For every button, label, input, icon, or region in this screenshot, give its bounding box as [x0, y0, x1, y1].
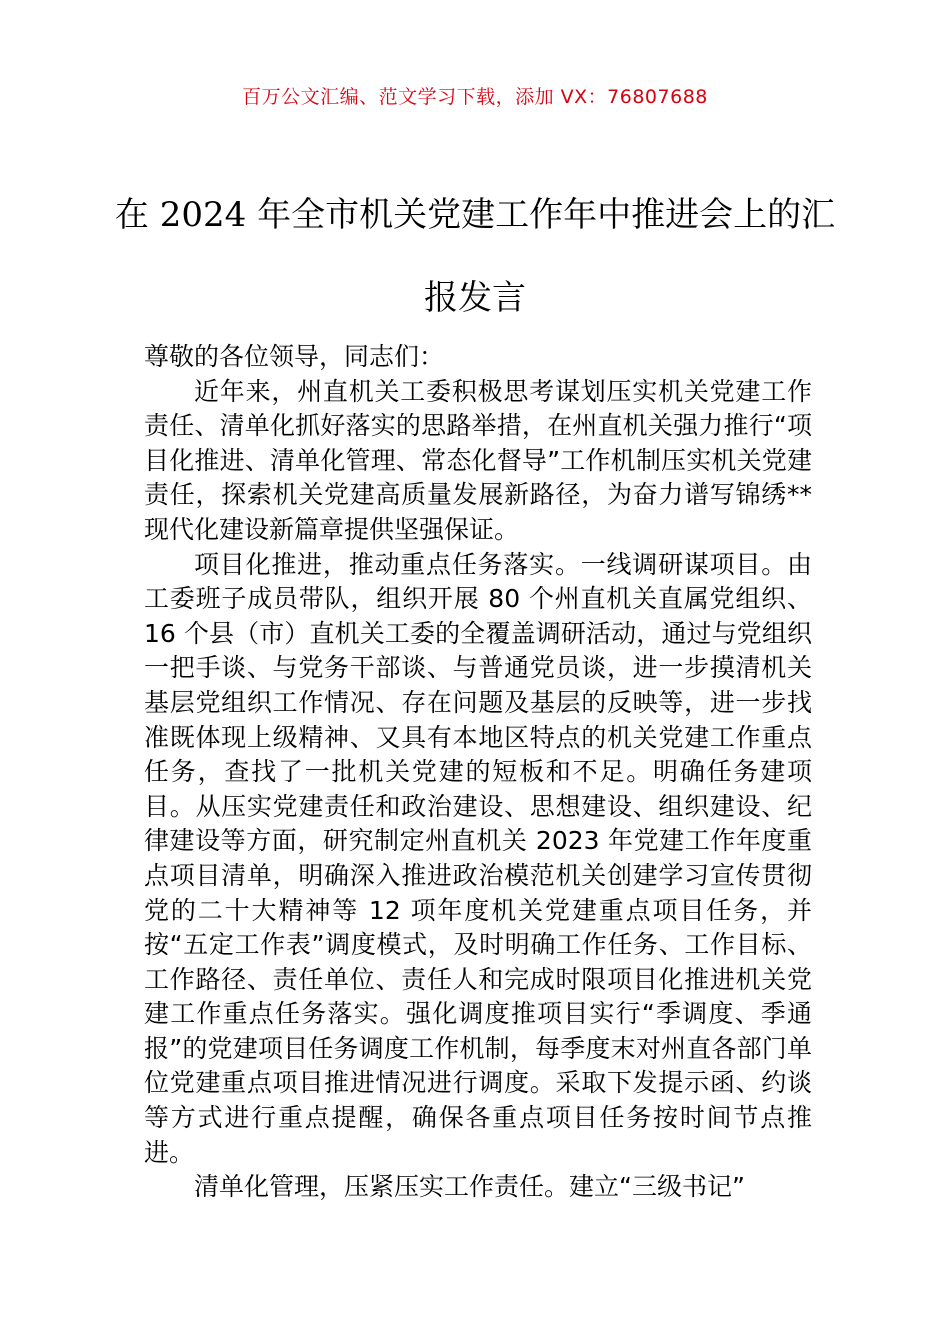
header-watermark-note: 百万公文汇编、范文学习下载，添加 VX：76807688: [242, 86, 708, 108]
salutation: 尊敬的各位领导，同志们：: [144, 342, 445, 371]
document-body: [144, 340, 812, 1205]
paragraph-project-promotion: 项目化推进，推动重点任务落实。一线调研谋项目。由工委班子成员带队，组织开展 80 个州直机关直属党组织、16 个县（市）直机关工委的全覆盖调研活动，通过与党组织一把手谈、与党务干部谈、与普通党员谈，进一步摸清机关基层党组织工作情况、存在问题及基层的反映等，进一步找准既体现上级精神、又具有本地区特点的机关党建工作重点任务，查找了一批机关党建的短板和不足。明确任务建项目。从压实党建责任和政治建设、思想建设、组织建设、纪律建设等方面，研究制定州直机关 2023 年党建工作年度重点项目清单，明确深入推进政治模范机关创建学习宣传贯彻党的二十大精神等 12 项年度机关党建重点项目任务，并按“五定工作表”调度模式，及时明确工作任务、工作目标、工作路径、责任单位、责任人和完成时限项目化推进机关党建工作重点任务落实。强化调度推项目实行“季调度、季通报”的党建项目任务调度工作机制，每季度末对州直各部门单位党建重点项目推进情况进行调度。采取下发提示函、约谈等方式进行重点提醒，确保各重点项目任务按时间节点推进。: [144, 549, 812, 1167]
document-title: 在 2024 年全市机关党建工作年中推进会上的汇报发言: [114, 195, 836, 318]
paragraph-intro: 近年来，州直机关工委积极思考谋划压实机关党建工作责任、清单化抓好落实的思路举措，在州直机关强力推行“项目化推进、清单化管理、常态化督导”工作机制压实机关党建责任，探索机关党建高质量发展新路径，为奋力谱写锦绣**现代化建设新篇章提供坚强保证。: [144, 376, 812, 544]
paragraph-list-management: 清单化管理，压紧压实工作责任。建立“三级书记”: [194, 1172, 745, 1202]
